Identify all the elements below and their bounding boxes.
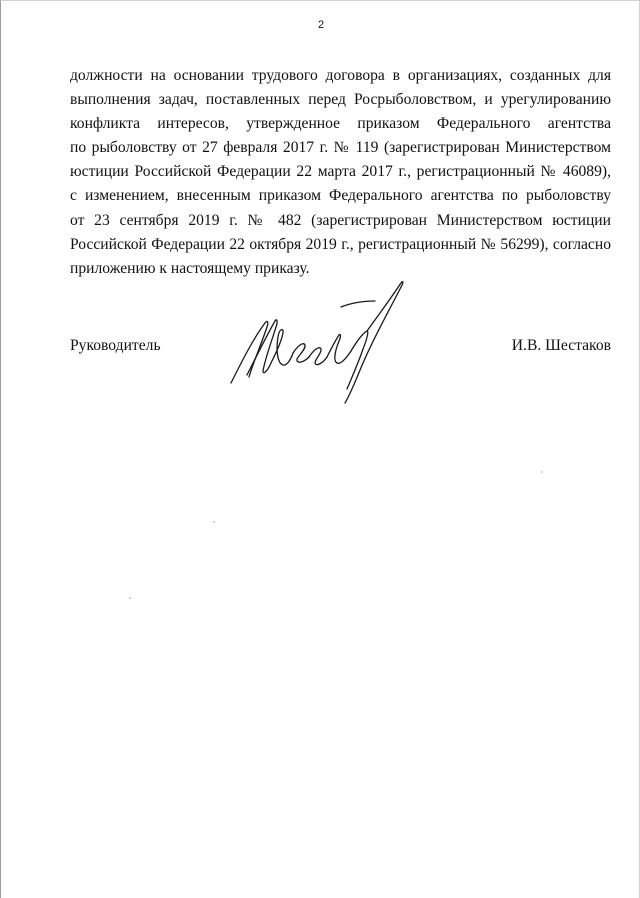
paragraph-line: с изменением, внесенным приказом Федерального агентства по рыболовству [70,187,611,205]
signer-name: И.В. Шестаков [511,337,611,354]
signer-title: Руководитель [70,337,161,354]
scan-speck [541,471,543,473]
order-paragraph [70,64,611,281]
handwritten-signature [223,271,423,411]
paragraph-line: должности на основании трудового договора в организациях, созданных для [70,67,611,84]
paragraph-line: выполнения задач, поставленных перед Росрыболовством, и урегулированию [70,91,611,109]
paragraph-line: конфликта интересов, утвержденное приказом Федерального агентства [70,115,611,133]
paragraph-line: от 23 сентября 2019 г. № 482 (зарегистрирован Министерством юстиции [70,211,611,229]
scan-speck [129,597,131,599]
page-number: 2 [317,19,325,31]
paragraph-line: по рыболовству от 27 февраля 2017 г. № 119 (зарегистрирован Министерством [70,139,611,157]
paragraph-line: приложению к настоящему приказу. [70,259,310,277]
paragraph-line: Российской Федерации 22 октября 2019 г., регистрационный № 56299), согласно [70,235,611,253]
paragraph-line: юстиции Российской Федерации 22 марта 2017 г., регистрационный № 46089), [70,163,611,181]
scan-speck [213,521,215,523]
